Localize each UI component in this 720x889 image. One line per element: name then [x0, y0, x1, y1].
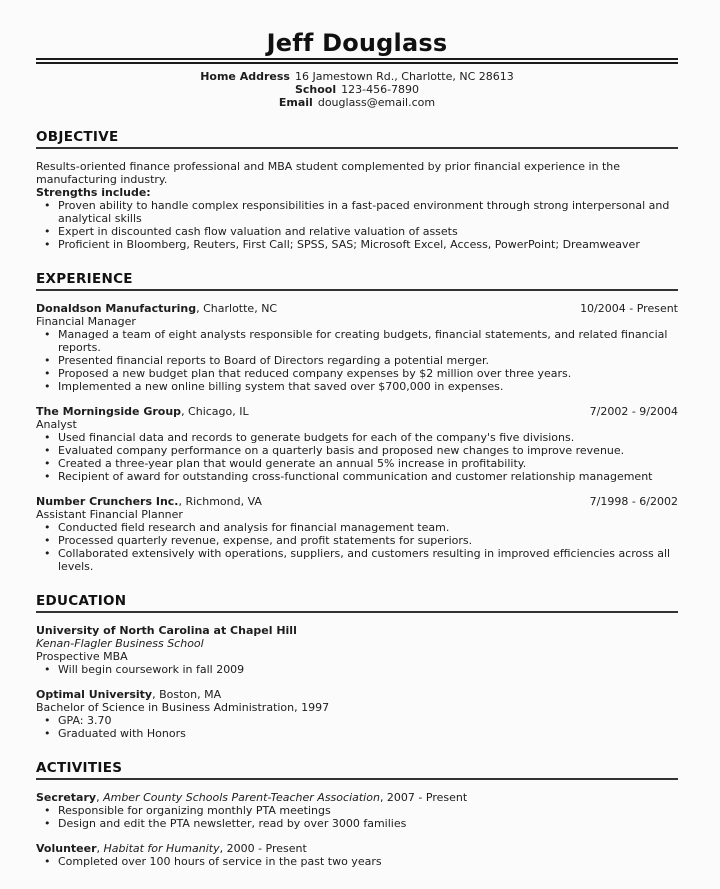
bullet-item: • Proficient in Bloomberg, Reuters, First Call; SPSS, SAS; Microsoft Excel, Access, PowerPoint; Dreamweaver	[36, 238, 678, 251]
bullet-item: • Recipient of award for outstanding cross-functional communication and customer relationship management	[36, 470, 678, 483]
contact-value: 123-456-7890	[341, 83, 420, 96]
degree-line: Prospective MBA	[36, 650, 128, 663]
bullet-item: • Presented financial reports to Board of Directors regarding a potential merger.	[36, 354, 678, 367]
job-title: Financial Manager	[36, 315, 136, 328]
company-name: Number Crunchers Inc.	[36, 495, 179, 508]
activity-bullet-list	[36, 855, 678, 868]
bullet-item: • Proposed a new budget plan that reduced company expenses by $2 million over three years.	[36, 367, 678, 380]
activities-heading: ACTIVITIES	[36, 761, 678, 780]
bullet-item: • Proven ability to handle complex responsibilities in a fast-paced environment through strong interpersonal and analytical skills	[36, 199, 678, 225]
activity-entry	[36, 842, 678, 868]
activity-header	[36, 791, 678, 804]
experience-body	[36, 302, 678, 573]
activity-role: Volunteer	[36, 842, 97, 855]
school-name-line	[36, 688, 678, 701]
activity-role: Secretary	[36, 791, 97, 804]
bullet-item: • Completed over 100 hours of service in the past two years	[36, 855, 678, 868]
bullet-item: • Implemented a new online billing system that saved over $700,000 in expenses.	[36, 380, 678, 393]
section-objective	[36, 130, 678, 251]
school-name: University of North Carolina at Chapel Hill	[36, 624, 297, 637]
job-company-line	[36, 302, 277, 315]
contact-label: School	[294, 83, 337, 96]
job-header	[36, 302, 678, 315]
bullet-item: • Processed quarterly revenue, expense, and profit statements for superiors.	[36, 534, 678, 547]
school-name: Optimal University	[36, 688, 153, 701]
activity-organization: Habitat for Humanity	[103, 842, 220, 855]
contact-label: Email	[278, 96, 313, 109]
school-bullet-list	[36, 714, 678, 740]
activities-body	[36, 791, 678, 868]
strengths-label: Strengths include:	[36, 186, 151, 199]
bullet-item: • GPA: 3.70	[36, 714, 678, 727]
job-bullet-list	[36, 328, 678, 393]
job-bullet-list	[36, 431, 678, 483]
job-bullet-list	[36, 521, 678, 573]
contact-line-home	[36, 70, 678, 83]
degree-line: Bachelor of Science in Business Administration, 1997	[36, 701, 330, 714]
company-location: , Charlotte, NC	[196, 302, 278, 315]
contact-value: 16 Jamestown Rd., Charlotte, NC 28613	[294, 70, 514, 83]
activity-entry	[36, 791, 678, 830]
candidate-name: Jeff Douglass	[266, 29, 448, 57]
job-entry	[36, 405, 678, 483]
school-location: , Boston, MA	[152, 688, 222, 701]
job-company-line	[36, 405, 249, 418]
bullet-item: • Responsible for organizing monthly PTA meetings	[36, 804, 678, 817]
bullet-item: • Will begin coursework in fall 2009	[36, 663, 678, 676]
bullet-item: • Graduated with Honors	[36, 727, 678, 740]
section-experience	[36, 272, 678, 573]
bullet-item: • Created a three-year plan that would generate an annual 5% increase in profitability.	[36, 457, 678, 470]
separator: ,	[96, 842, 104, 855]
company-name: The Morningside Group	[36, 405, 182, 418]
activity-header	[36, 842, 678, 855]
education-heading: EDUCATION	[36, 594, 678, 613]
objective-summary: Results-oriented finance professional and MBA student complemented by prior financial experience in the manufacturing industry.	[36, 160, 621, 186]
section-education	[36, 594, 678, 740]
school-entry	[36, 688, 678, 740]
job-dates: 10/2004 - Present	[580, 302, 678, 315]
school-bullet-list	[36, 663, 678, 676]
job-title: Analyst	[36, 418, 77, 431]
section-activities	[36, 761, 678, 868]
experience-heading: EXPERIENCE	[36, 272, 678, 291]
bullet-item: • Collaborated extensively with operations, suppliers, and customers resulting in improved efficiencies across all levels.	[36, 547, 678, 573]
resume-header	[36, 30, 678, 109]
bullet-item: • Design and edit the PTA newsletter, read by over 3000 families	[36, 817, 678, 830]
bullet-item: • Evaluated company performance on a quarterly basis and proposed new changes to improve revenue.	[36, 444, 678, 457]
header-double-rule	[36, 58, 678, 64]
bullet-item: • Used financial data and records to generate budgets for each of the company's five divisions.	[36, 431, 678, 444]
objective-bullet-list	[36, 199, 678, 251]
school-subline: Kenan-Flagler Business School	[36, 637, 204, 650]
objective-heading: OBJECTIVE	[36, 130, 678, 149]
school-entry	[36, 624, 678, 676]
bullet-item: • Conducted field research and analysis for financial management team.	[36, 521, 678, 534]
activity-dates: , 2000 - Present	[219, 842, 307, 855]
separator: ,	[96, 791, 104, 804]
job-header	[36, 405, 678, 418]
company-name: Donaldson Manufacturing	[36, 302, 197, 315]
bullet-item: • Managed a team of eight analysts responsible for creating budgets, financial statements, and related financial reports.	[36, 328, 678, 354]
job-header	[36, 495, 678, 508]
job-entry	[36, 302, 678, 393]
company-location: , Chicago, IL	[181, 405, 249, 418]
contact-line-email	[36, 96, 678, 109]
contact-label: Home Address	[200, 70, 290, 83]
job-dates: 7/2002 - 9/2004	[589, 405, 678, 418]
job-entry	[36, 495, 678, 573]
education-body	[36, 624, 678, 740]
company-location: , Richmond, VA	[178, 495, 262, 508]
job-title: Assistant Financial Planner	[36, 508, 183, 521]
contact-value: douglass@email.com	[317, 96, 436, 109]
activity-bullet-list	[36, 804, 678, 830]
bullet-item: • Expert in discounted cash flow valuation and relative valuation of assets	[36, 225, 678, 238]
contact-line-school	[36, 83, 678, 96]
objective-body	[36, 160, 678, 251]
contact-block	[36, 70, 678, 109]
job-dates: 7/1998 - 6/2002	[589, 495, 678, 508]
activity-dates: , 2007 - Present	[379, 791, 468, 804]
job-company-line	[36, 495, 262, 508]
activity-organization: Amber County Schools Parent-Teacher Association	[103, 791, 380, 804]
